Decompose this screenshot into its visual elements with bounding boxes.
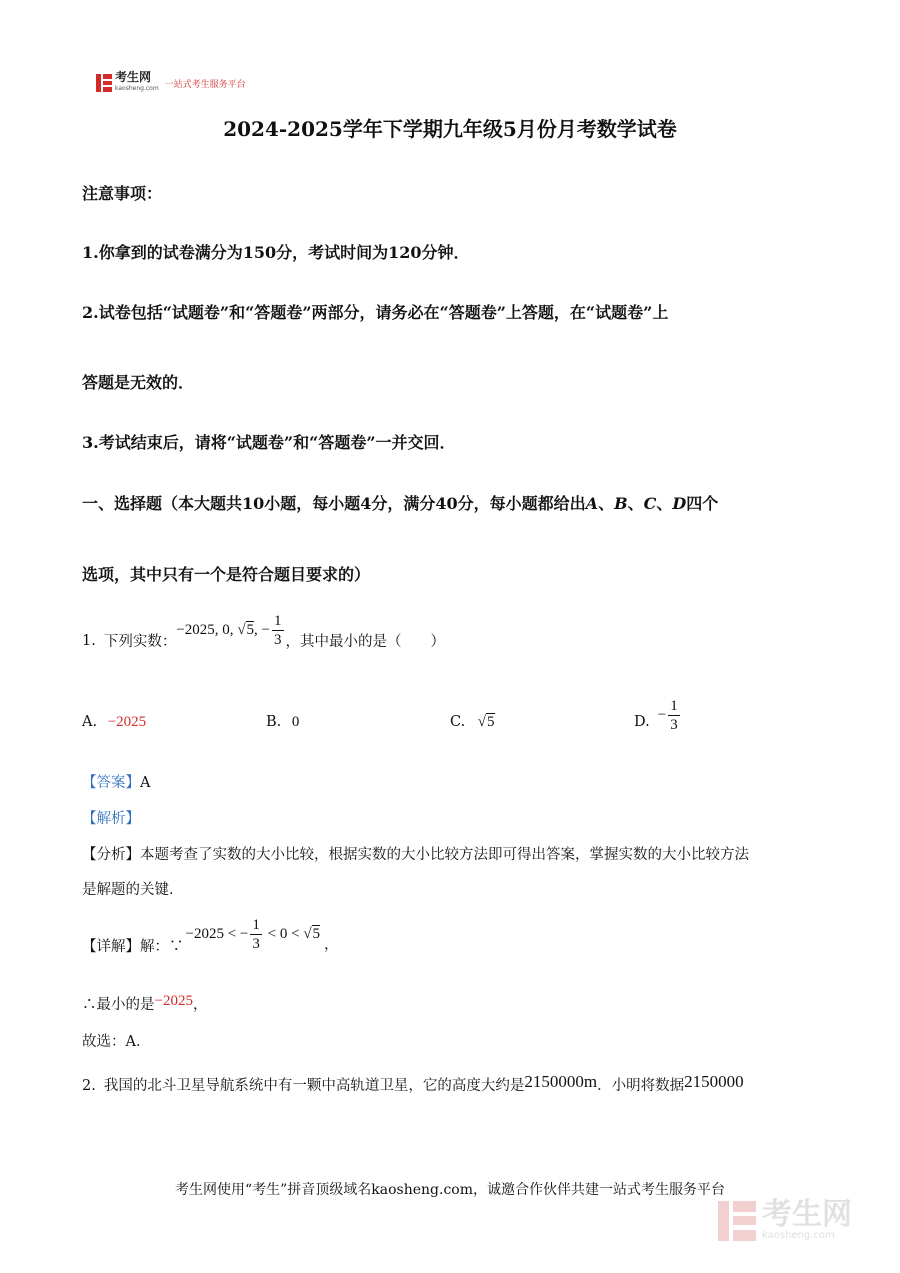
watermark-text <box>762 1197 852 1242</box>
option-letter-a: A <box>585 494 599 513</box>
option-c-radicand: 5 <box>487 714 495 730</box>
option-b <box>266 714 299 731</box>
detail-line <box>82 912 339 956</box>
section-sep-1: 、 <box>598 494 615 513</box>
question-2-text: 我国的北斗卫星导航系统中有一颗中高轨道卫星，它的高度大约是 <box>103 1078 525 1094</box>
option-d-fraction <box>668 697 680 734</box>
logo-slogan: 一站式考生服务平台 <box>164 79 246 90</box>
fraction-numerator: 1 <box>274 613 282 629</box>
page-title: 2024-2025学年下学期九年级5月份月考数学试卷 <box>223 117 677 141</box>
option-a-value: −2025 <box>107 714 147 730</box>
logo-text <box>115 72 159 94</box>
expr-sep: , − <box>254 621 271 638</box>
detail-denominator: 3 <box>252 935 260 952</box>
option-d-value <box>658 697 682 734</box>
watermark-domain: kaosheng.com <box>762 1230 835 1241</box>
detail-expr-1: −2025 < − <box>185 925 249 942</box>
logo-name: 考生网 <box>115 70 152 84</box>
question-1-stem <box>82 613 446 659</box>
analysis-line-1: 【分析】本题考查了实数的大小比较，根据实数的大小比较方法即可得出答案，掌握实数的大小比较方法 <box>82 847 749 863</box>
expr-sqrt-radicand: 5 <box>246 621 255 638</box>
section-heading-prefix: 一、选择题（本大题共10小题，每小题4分，满分40分，每小题都给出 <box>82 494 586 513</box>
option-a-label: A. <box>82 714 98 730</box>
option-d <box>634 690 682 740</box>
section-sep-2: 、 <box>627 494 644 513</box>
question-stem-prefix: 下列实数： <box>103 634 177 650</box>
question-1-expression: −2025, 0, √5, − $\frac{1}{3}$ <box>176 613 282 648</box>
detail-sqrt-radicand: 5 <box>312 926 321 942</box>
answer-value: A <box>140 775 151 791</box>
detail-suffix: ， <box>324 936 339 953</box>
notice-heading: 注意事项： <box>82 184 163 203</box>
question-2-number: 2. <box>82 1078 96 1094</box>
notice-item-1: 1.你拿到的试卷满分为150分，考试时间为120分钟． <box>82 243 470 262</box>
watermark-logo-icon <box>718 1201 756 1241</box>
conclusion-suffix: ， <box>192 997 208 1013</box>
detail-numerator: 1 <box>252 916 260 933</box>
question-2-text2: ．小明将数据 <box>597 1078 685 1094</box>
question-2-data-value: 2150000 <box>684 1072 744 1091</box>
option-d-denominator: 3 <box>670 716 678 733</box>
detail-expression: −2025 < − $\frac{1}{3}$ < 0 < √ 5 <box>185 916 321 952</box>
option-c-label: C. <box>450 714 466 730</box>
section-sep-3: 、 <box>656 494 673 513</box>
analysis-line-2: 是解题的关键． <box>82 882 184 898</box>
option-b-label: B. <box>266 714 282 730</box>
logo-domain: kaosheng.com <box>115 85 159 92</box>
notice-item-2-line1: 2.试卷包括“试题卷”和“答题卷”两部分，请务必在“答题卷”上答题，在“试题卷”上 <box>82 303 669 322</box>
option-b-value: 0 <box>291 714 300 730</box>
page-footer: 考生网使用“考生”拼音顶级域名kaosheng.com，诚邀合作伙伴共建一站式考生服务平台 <box>174 1182 726 1198</box>
section-heading-line1 <box>82 491 718 514</box>
option-d-numerator: 1 <box>670 697 678 714</box>
watermark <box>718 1197 852 1242</box>
detail-prefix: 【详解】解：∵ <box>82 938 184 955</box>
answer-line <box>82 771 150 792</box>
expr-part: −2025, 0, <box>176 621 238 638</box>
option-d-sign: − <box>657 706 667 723</box>
option-d-label: D. <box>634 714 650 730</box>
conclusion-line <box>82 993 207 1014</box>
section-heading-line2: 选项，其中只有一个是符合题目要求的） <box>82 565 371 584</box>
option-letter-c: C <box>643 494 657 513</box>
watermark-name: 考生网 <box>762 1197 852 1232</box>
fraction-denominator: 3 <box>274 632 282 648</box>
question-2-stem <box>82 1074 744 1095</box>
notice-item-2-line2: 答题是无效的． <box>82 373 195 392</box>
logo-mark-icon <box>96 74 112 92</box>
option-letter-b: B <box>614 494 628 513</box>
question-stem-suffix: ，其中最小的是（ ） <box>285 634 446 650</box>
expr-fraction <box>272 612 284 649</box>
question-2-height: 2150000m <box>524 1072 598 1091</box>
option-a <box>82 714 146 731</box>
choose-line: 故选：A． <box>82 1034 151 1050</box>
option-c <box>450 714 495 731</box>
section-heading-suffix: 四个 <box>686 494 719 513</box>
option-c-sqrt: √5 <box>477 714 495 730</box>
conclusion-prefix: ∴最小的是 <box>82 997 155 1013</box>
detail-expr-2: < 0 < <box>263 925 304 942</box>
analysis-tag: 【解析】 <box>82 811 140 827</box>
question-number: 1. <box>82 632 96 649</box>
detail-fraction <box>250 916 262 953</box>
notice-item-3: 3.考试结束后，请将“试题卷”和“答题卷”一并交回． <box>82 433 456 452</box>
answer-tag: 【答案】 <box>82 775 140 791</box>
header-logo[interactable] <box>96 72 246 94</box>
option-letter-d: D <box>672 494 687 513</box>
conclusion-value: −2025 <box>154 993 193 1009</box>
